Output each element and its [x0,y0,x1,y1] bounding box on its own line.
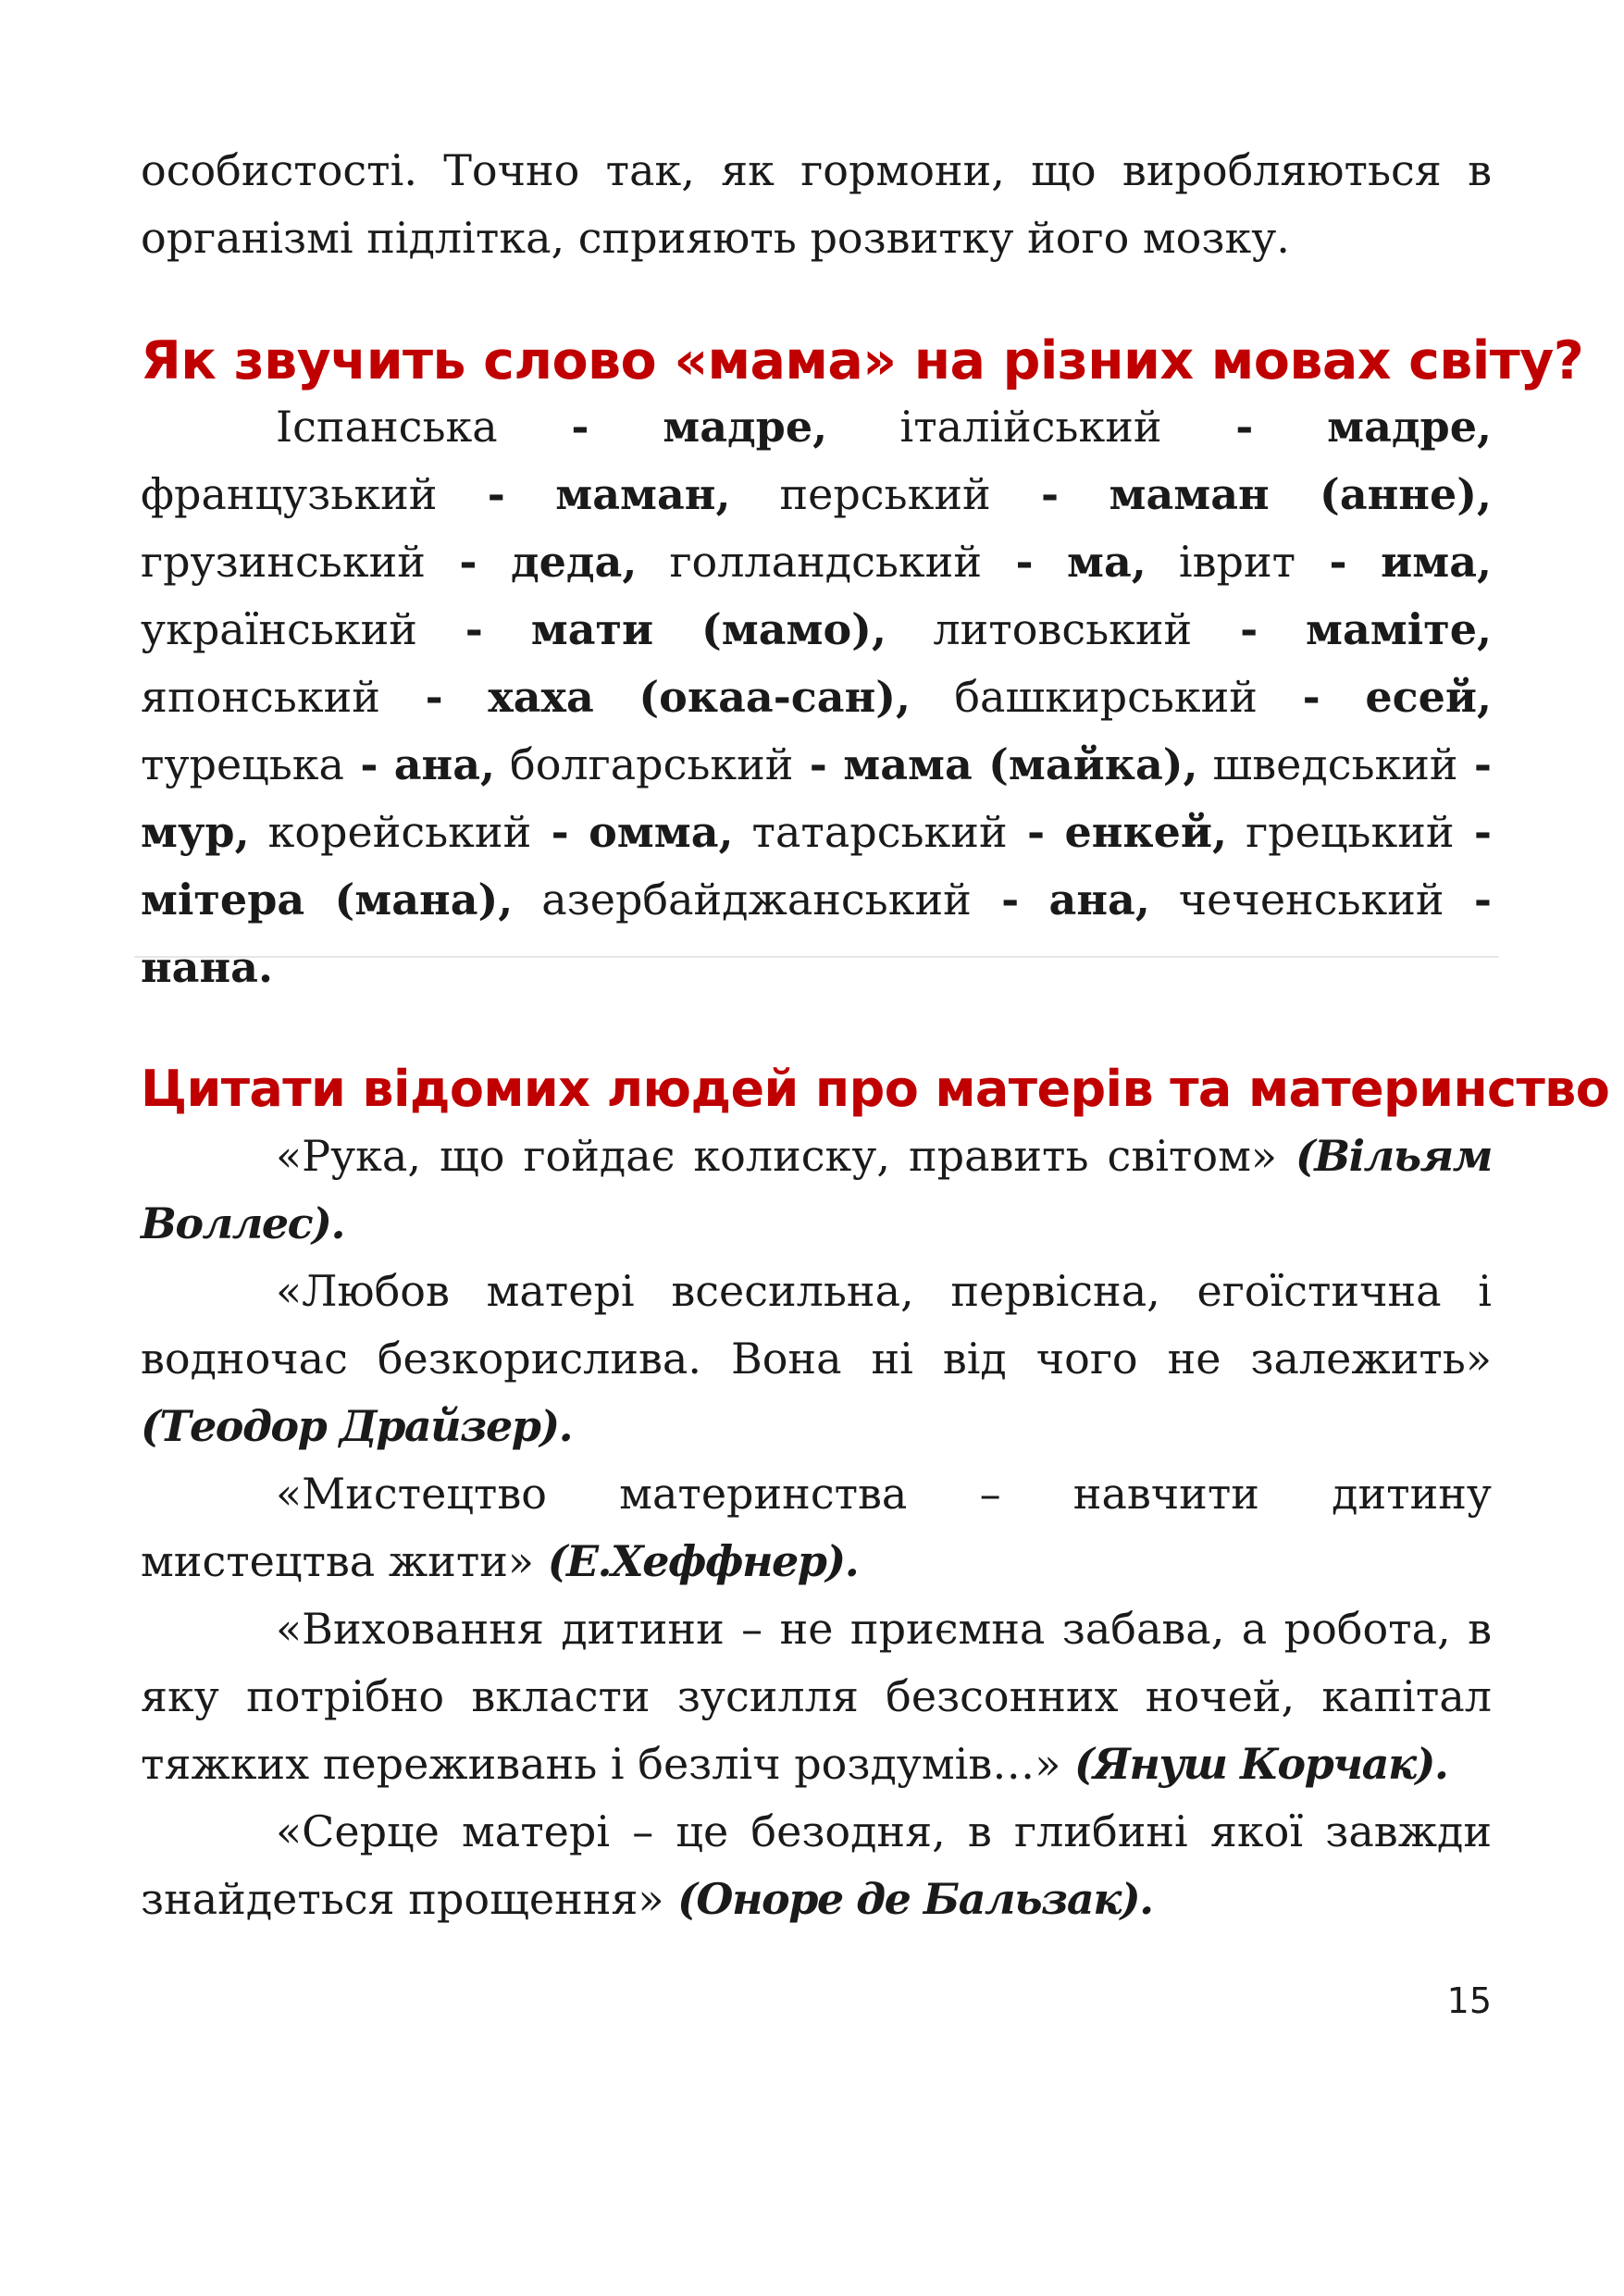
languages-paragraph [141,393,1492,1001]
quote-text: «Серце матері – це безодня, в глибині якої завжди знайдеться прощення» [141,1806,1492,1924]
punctuation: , [1477,604,1493,654]
language-entry [669,537,1146,587]
dash-separator: - [971,875,1049,925]
language-name: грецький [1246,807,1455,857]
quote-item [141,1460,1492,1595]
language-entry [510,739,1198,789]
language-entry [752,807,1228,857]
language-name: болгарський [510,739,794,789]
mother-word: маман (анне) [1109,469,1477,519]
punctuation: , [1477,537,1493,587]
mother-word: омма [589,807,719,857]
language-entry [141,739,495,789]
language-name: іврит [1178,537,1296,587]
quotes-list [141,1123,1492,1933]
language-name: татарський [751,807,1008,857]
mother-word: мітера (мана) [141,875,499,925]
mother-word: мадре [663,402,813,452]
mother-word: мама (майка) [843,739,1184,789]
punctuation: , [896,672,911,722]
punctuation: , [1476,402,1492,452]
intro-paragraph [141,137,1492,272]
dash-separator: - [531,807,589,857]
quote-text: «Любов матері всесильна, первісна, егоїстична і водночас безкорислива. Вона ні від чого не залежить» [141,1266,1492,1384]
dash-separator: - [425,537,511,587]
language-name: литовський [933,604,1193,654]
language-entry [779,469,1492,519]
language-entry [141,604,886,654]
punctuation: , [1134,875,1150,925]
mother-word: нана [141,942,258,992]
punctuation: , [480,739,496,789]
language-entry [933,604,1492,654]
dash-separator: - [343,739,394,789]
mother-word: маман [555,469,716,519]
language-name: грузинський [141,537,426,587]
punctuation: , [234,807,250,857]
language-entry [276,402,827,452]
language-name: Іспанська [276,402,498,452]
mother-word: хаха (окаа-сан) [488,672,897,722]
punctuation: , [1212,807,1228,857]
page-number: 15 [1446,1980,1492,2021]
punctuation: , [1131,537,1147,587]
punctuation: , [1477,672,1493,722]
language-name: азербайджанський [541,875,972,925]
language-entry [141,537,637,587]
language-name: італійський [899,402,1162,452]
quote-author: (Януш Корчак). [1074,1739,1448,1789]
punctuation: , [718,807,734,857]
quote-item [141,1798,1492,1933]
quote-author: (Оноре де Бальзак). [677,1874,1153,1924]
intro-text: особистості. Точно так, як гормони, що виробляються в організмі підлітка, сприяють розвитку його мозку. [141,145,1492,263]
mother-word: маміте [1306,604,1477,654]
dash-separator: - [379,672,489,722]
dash-separator: - [793,739,844,789]
dash-separator: - [437,469,556,519]
language-name: чеченський [1178,875,1444,925]
dash-separator: - [981,537,1068,587]
language-name: французький [141,469,438,519]
language-name: корейський [267,807,532,857]
quote-text: «Рука, що гойдає колиску, править світом» [276,1131,1277,1181]
punctuation: . [257,942,273,992]
language-entry [899,402,1492,452]
language-name: український [141,604,417,654]
languages-list [141,393,1492,1001]
mother-word: ана [393,739,481,789]
punctuation: , [715,469,731,519]
mother-word: мур [141,807,235,857]
quote-text: «Виховання дитини – не приємна забава, а робота, в яку потрібно вкласти зусилля безсонних ночей, капітал тяжких переживань і безліч роздумів…» [141,1604,1492,1789]
language-name: турецька [141,739,344,789]
quote-author: (Теодор Драйзер). [141,1401,573,1451]
language-entry [141,469,730,519]
language-name: голландський [669,537,982,587]
punctuation: , [498,875,514,925]
language-name: шведський [1212,739,1458,789]
mother-word: мадре [1327,402,1477,452]
dash-separator: - [1007,807,1065,857]
mother-word: есей [1365,672,1478,722]
dash-separator: - [1257,672,1366,722]
punctuation: , [1183,739,1198,789]
quote-item [141,1595,1492,1798]
mother-word: деда [510,537,623,587]
quote-item [141,1123,1492,1258]
language-name: японський [141,672,380,722]
mother-word: ма [1067,537,1132,587]
quotes-heading: Цитати відомих людей про матерів та материнство [141,1060,1610,1118]
language-name: башкирський [954,672,1258,722]
mother-word: ана [1048,875,1135,925]
language-name: перський [779,469,991,519]
mother-word: енкей [1064,807,1213,857]
dash-separator: - [1444,875,1492,925]
dash-separator: - [1192,604,1307,654]
dash-separator: - [1457,739,1493,789]
dash-separator: - [1161,402,1328,452]
language-entry [268,807,734,857]
language-entry [1179,537,1492,587]
quote-item [141,1258,1492,1460]
quote-author: (Е.Хеффнер). [547,1536,859,1586]
languages-heading: Як звучить слово «мама» на різних мовах світу? [141,330,1584,391]
dash-separator: - [1295,537,1382,587]
dash-separator: - [990,469,1110,519]
punctuation: , [871,604,886,654]
quote-author: (Вільям Воллес). [141,1131,1492,1248]
mother-word: има [1381,537,1478,587]
language-entry [954,672,1492,722]
dash-separator: - [497,402,663,452]
punctuation: , [1477,469,1493,519]
language-entry [541,875,1150,925]
dash-separator: - [416,604,531,654]
dash-separator: - [1454,807,1493,857]
punctuation: , [622,537,638,587]
mother-word: мати (мамо) [530,604,872,654]
language-entry [141,672,911,722]
section-divider [134,956,1499,958]
quote-text: «Мистецтво материнства – навчити дитину мистецтва жити» [141,1469,1492,1586]
punctuation: , [812,402,828,452]
